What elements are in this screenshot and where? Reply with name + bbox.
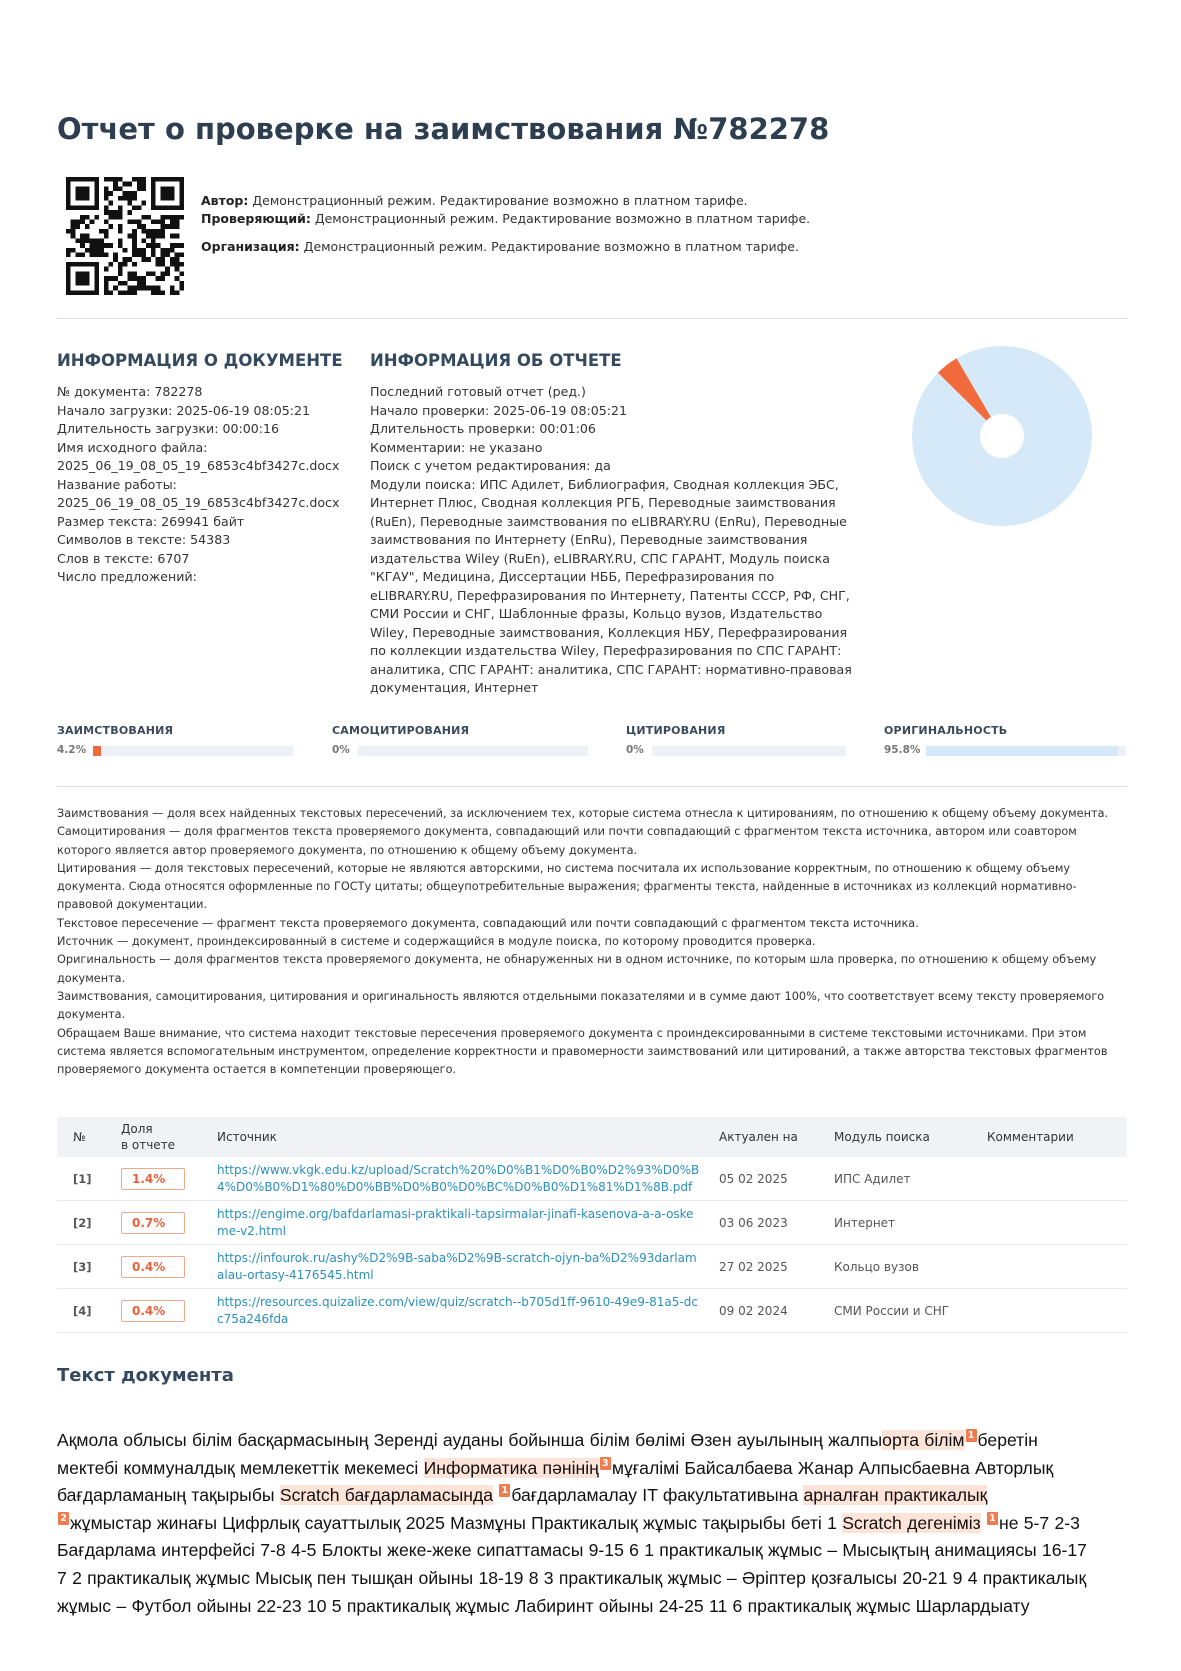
table-row [57, 1201, 1127, 1245]
doc-info-line: Размер текста: 269941 байт [57, 513, 245, 529]
col-header-module: Модуль поиска [834, 1130, 930, 1144]
organization-label: Организация: [201, 239, 300, 254]
definition: Источник — документ, проиндексированный в системе и содержащийся в модуле поиска, по которому проводится проверка. [57, 935, 816, 949]
source-share: 0.4% [121, 1256, 185, 1278]
text-span: Ақмола облысы білім басқармасының Зеренді ауданы бойынша білім бөлімі Өзен ауылының жалпы [57, 1430, 883, 1450]
source-share: 0.7% [121, 1212, 185, 1234]
definition: Заимствования — доля всех найденных текстовых пересечений, за исключением тех, которые система отнесла к цитированиям, по отношению к общему объему документа. [57, 807, 1109, 820]
source-url-cell [209, 1245, 711, 1289]
report-info-line: "КГАУ", Медицина, Диссертации НББ, Перефразирования по [370, 569, 775, 584]
report-info-heading: ИНФОРМАЦИЯ ОБ ОТЧЕТЕ [370, 351, 622, 370]
source-date: 03 06 2023 [711, 1201, 826, 1245]
source-share-cell [113, 1157, 209, 1201]
source-module: СМИ России и СНГ [826, 1289, 979, 1333]
metric-label: ЦИТИРОВАНИЯ [626, 724, 726, 737]
source-share: 0.4% [121, 1300, 185, 1322]
doc-info-line: Число предложений: [57, 569, 197, 584]
report-info-line: Начало проверки: 2025-06-19 08:05:21 [370, 402, 627, 418]
source-share-cell [113, 1245, 209, 1289]
highlighted-fragment: арналған практикалық [803, 1485, 988, 1506]
document-text [57, 1427, 1137, 1620]
divider [57, 786, 1127, 787]
report-info-line: Wiley, Переводные заимствования, Коллекция НБУ, Перефразирования [370, 624, 848, 640]
source-number: [2] [57, 1201, 113, 1245]
report-info-line: СМИ России и СНГ, Шаблонные фразы, Кольцо вузов, Издательство [370, 606, 823, 621]
report-title: Отчет о проверке на заимствования №782278 [57, 112, 830, 146]
author-line [201, 193, 748, 208]
report-info-line: по коллекции издательства Wiley, Перефразирования по СПС ГАРАНТ: [370, 643, 842, 658]
text-line: жұмыс – Футбол ойыны 22-23 10 5 практикалық жұмыс Лабиринт ойыны 24-25 11 6 практикалық жұмыс Шарлардыату [57, 1595, 1030, 1616]
text-span: бағдарламалау IT факультативына [511, 1485, 799, 1506]
source-number: [4] [57, 1289, 113, 1333]
text-span: мектебі коммуналдық мемлекеттік мекемесі [57, 1457, 419, 1478]
author-value: Демонстрационный режим. Редактирование возможно в платном тарифе. [252, 193, 748, 208]
metric-track [652, 746, 846, 756]
source-link[interactable]: https://infourok.ru/ashy%D2%9B-saba%D2%9B-scratch-ojyn-ba%D2%93darlamalau-ortasy-4176545.html [217, 1250, 697, 1282]
metric-value: 0% [626, 744, 644, 756]
text-span: мұғалімі Байсалбаева Жанар Алпысбаевна Авторлық [611, 1457, 1054, 1478]
table-row [57, 1289, 1127, 1333]
source-date: 09 02 2024 [711, 1289, 826, 1333]
col-header-comments: Комментарии [987, 1130, 1074, 1144]
doc-info-line: Слов в тексте: 6707 [57, 550, 190, 566]
organization-line [201, 239, 799, 254]
metric-fill [93, 746, 101, 756]
source-comment [979, 1157, 1127, 1201]
report-info-line: заимствования по Интернету (EnRu), Переводные заимствования [370, 532, 808, 547]
source-comment [979, 1201, 1127, 1245]
doc-info-line: Название работы: [57, 476, 177, 492]
col-header-number: № [73, 1130, 86, 1144]
highlighted-fragment: Scratch дегеніміз [842, 1512, 981, 1533]
document-text-heading: Текст документа [57, 1365, 234, 1386]
source-marker[interactable]: 2 [58, 1512, 69, 1525]
reviewer-line [201, 211, 810, 226]
source-date: 27 02 2025 [711, 1245, 826, 1289]
table-row [57, 1157, 1127, 1201]
divider [57, 318, 1127, 319]
highlighted-fragment: орта білім [882, 1430, 965, 1450]
reviewer-label: Проверяющий: [201, 211, 311, 226]
col-header-share: Доля в отчете [121, 1122, 176, 1152]
report-info-line: Интернет Плюс, Сводная коллекция РГБ, Переводные заимствования [370, 495, 836, 510]
source-share-cell [113, 1201, 209, 1245]
text-span: бағдарламаның тақырыбы [57, 1485, 275, 1506]
report-info-line: документация, Интернет [370, 680, 539, 695]
source-link[interactable]: https://resources.quizalize.com/view/quiz/scratch--b705d1ff-9610-49e9-81a5-dcc75a246fda [217, 1294, 698, 1326]
source-number: [3] [57, 1245, 113, 1289]
report-info-line: издательства Wiley (RuEn), eLIBRARY.RU, СПС ГАРАНТ, Модуль поиска [370, 550, 830, 566]
report-info-line: (RuEn), Переводные заимствования по eLIBRARY.RU (EnRu), Переводные [370, 513, 847, 529]
report-info-line: eLIBRARY.RU, Перефразирования по Интернету, Патенты СССР, РФ, СНГ, [370, 587, 850, 603]
doc-info-line: Длительность загрузки: 00:00:16 [57, 421, 280, 436]
text-span: не 5-7 2-3 [998, 1512, 1080, 1533]
source-number: [1] [57, 1157, 113, 1201]
source-share: 1.4% [121, 1168, 185, 1190]
metric-value: 4.2% [57, 744, 87, 756]
text-line [57, 1482, 1137, 1510]
report-info-line: Поиск с учетом редактирования: да [370, 458, 611, 473]
doc-info-line: Символов в тексте: 54383 [57, 532, 231, 547]
source-link[interactable]: https://www.vkgk.edu.kz/upload/Scratch%20%D0%B1%D0%B0%D2%93%D0%B4%D0%B0%D1%80%D0%BB%D0%B0%D0%BC%D0%B0%D1%81%D1%8B.pdf [217, 1162, 700, 1194]
report-info-line: аналитика, СПС ГАРАНТ: аналитика, СПС ГАРАНТ: нормативно-правовая [370, 661, 852, 677]
source-marker[interactable]: 1 [966, 1429, 977, 1442]
col-header-source: Источник [217, 1130, 277, 1144]
source-comment [979, 1289, 1127, 1333]
highlighted-fragment: Scratch бағдарламасында [279, 1485, 494, 1506]
source-share-cell [113, 1289, 209, 1333]
source-url-cell [209, 1157, 711, 1201]
originality-pie-chart [869, 303, 1136, 570]
source-url-cell [209, 1201, 711, 1245]
metric-track [358, 746, 588, 756]
definition: Заимствования, самоцитирования, цитирования и оригинальность являются отдельными показателями и в сумме дают 100%, что соответствует всему тексту проверяемого документа. [57, 989, 1105, 1022]
qr-code-icon [66, 177, 184, 295]
source-link[interactable]: https://engime.org/bafdarlamasi-praktikali-tapsirmalar-jinafi-kasenova-a-a-oskeme-v2.html [217, 1206, 694, 1238]
reviewer-value: Демонстрационный режим. Редактирование возможно в платном тарифе. [314, 211, 811, 226]
source-module: ИПС Адилет [826, 1157, 979, 1201]
metric-borrowings [57, 724, 174, 756]
report-info-line: Последний готовый отчет (ред.) [370, 384, 586, 399]
metric-track [93, 746, 293, 756]
metric-label: САМОЦИТИРОВАНИЯ [332, 724, 470, 737]
metric-fill [926, 746, 1118, 756]
metric-label: ЗАИМСТВОВАНИЯ [57, 724, 174, 737]
metric-value: 0% [332, 744, 350, 756]
source-comment [979, 1245, 1127, 1289]
source-url-cell [209, 1289, 711, 1333]
text-line [57, 1427, 1137, 1455]
sources-table [57, 1117, 1127, 1333]
text-span: жұмыстар жинағы Цифрлық сауаттылық 2025 Мазмұны Практикалық жұмыс тақырыбы беті 1 [70, 1512, 837, 1533]
text-line: Бағдарлама интерфейсі 7-8 4-5 Блокты жеке-жеке сипаттамасы 9-15 6 1 практикалық жұмыс – Мысықтың анимациясы 16-17 [57, 1540, 1087, 1561]
definitions [57, 805, 1127, 1079]
author-label: Автор: [201, 193, 249, 208]
metric-track [926, 746, 1126, 756]
doc-info-heading: ИНФОРМАЦИЯ О ДОКУМЕНТЕ [57, 351, 343, 370]
pie-slice-Оригинальность [876, 310, 1128, 562]
metric-citations [626, 724, 726, 756]
definition: Обращаем Ваше внимание, что система находит текстовые пересечения проверяемого документа с проиндексированными в системе текстовыми источниками. При этом система является вспомогательным инструментом, определение корректности и правомерности заимствований или цитирований, а также авторства текстовых фрагментов проверяемого документа остается в компетенции проверяющего. [57, 1026, 1108, 1077]
text-line [57, 1510, 1137, 1538]
definition: Текстовое пересечение — фрагмент текста проверяемого документа, совпадающий или почти совпадающий с фрагментом текста источника. [57, 916, 919, 930]
table-header-row [57, 1117, 1127, 1157]
doc-info-line: Начало загрузки: 2025-06-19 08:05:21 [57, 402, 311, 418]
report-info-line: Модули поиска: ИПС Адилет, Библиография, Сводная коллекция ЭБС, [370, 476, 839, 492]
doc-info-line: № документа: 782278 [57, 384, 203, 399]
organization-value: Демонстрационный режим. Редактирование возможно в платном тарифе. [303, 239, 799, 254]
report-info-line: Длительность проверки: 00:01:06 [370, 421, 596, 436]
report-info-line: Комментарии: не указано [370, 439, 543, 455]
source-marker[interactable]: 1 [987, 1512, 998, 1525]
text-line: 7 2 практикалық жұмыс Мысық пен тышқан ойыны 18-19 8 3 практикалық жұмыс – Әріптер қозғалысы 20-21 9 4 практикалық [57, 1567, 1087, 1588]
doc-info-list [57, 383, 339, 587]
text-line [57, 1455, 1137, 1483]
col-header-date: Актуален на [719, 1130, 798, 1144]
metric-label: ОРИГИНАЛЬНОСТЬ [884, 724, 1008, 737]
definition: Цитирования — доля текстовых пересечений, которые не являются авторскими, но система посчитала их использование корректным, по отношению к общему объему документа. Сюда относятся оформленные по ГОСТу цитаты; общеупотребительные выражения; фрагменты текста, найденные в источниках из коллекций нормативно-правовой документации. [57, 861, 1077, 912]
source-date: 05 02 2025 [711, 1157, 826, 1201]
source-module: Кольцо вузов [826, 1245, 979, 1289]
report-info-list [370, 383, 852, 698]
highlighted-fragment: Информатика пәнінің [423, 1457, 599, 1478]
doc-info-line: 2025_06_19_08_05_19_6853c4bf3427c.docx [57, 495, 340, 510]
table-row [57, 1245, 1127, 1289]
definition: Оригинальность — доля фрагментов текста проверяемого документа, не обнаруженных ни в одном источнике, по которым шла проверка, по отношению к общему объему документа. [57, 953, 1097, 985]
metric-value: 95.8% [884, 744, 921, 756]
metric-originality [884, 724, 1008, 756]
definition: Самоцитирования — доля фрагментов текста проверяемого документа, совпадающий или почти совпадающий с фрагментом текста источника, автором или соавтором которого является автор проверяемого документа, по отношению к общему объему документа. [57, 825, 1077, 857]
text-span: беретін [977, 1430, 1038, 1450]
source-marker[interactable]: 3 [600, 1457, 611, 1470]
metric-self-citations [332, 724, 470, 756]
source-module: Интернет [826, 1201, 979, 1245]
doc-info-line: Имя исходного файла: [57, 439, 208, 455]
doc-info-line: 2025_06_19_08_05_19_6853c4bf3427c.docx [57, 458, 340, 473]
source-marker[interactable]: 1 [499, 1484, 510, 1497]
